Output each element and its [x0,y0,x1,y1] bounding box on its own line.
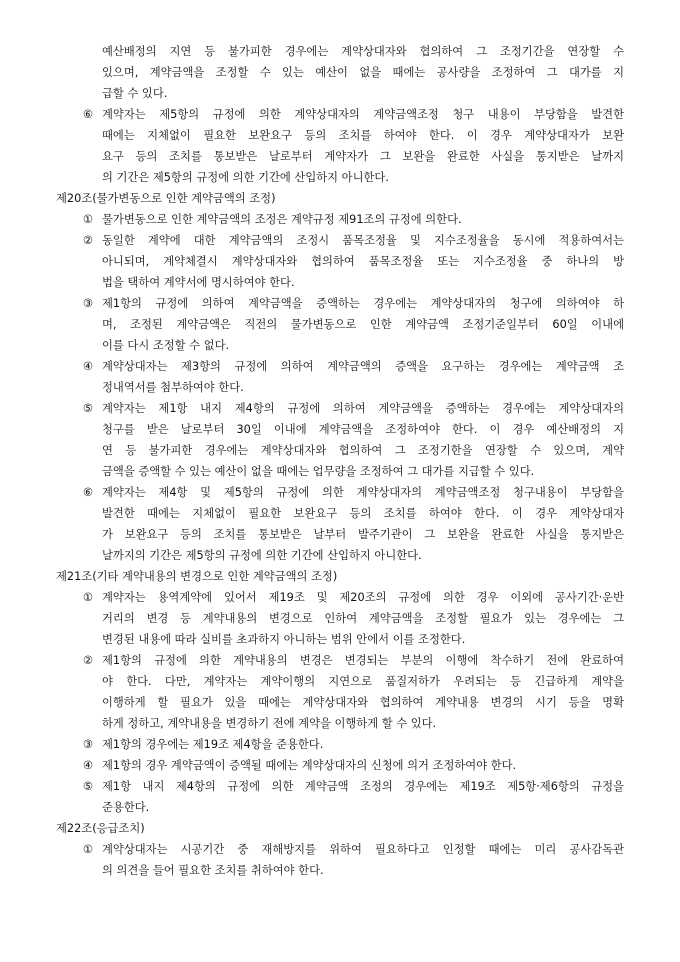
text-line: 금액을 증액할 수 있는 예산이 없을 때에는 업무량을 조정하여 그 대가를 지급할 수 있다. [102,465,535,478]
text-line: 계약자는 제1항 내지 제4항의 규정에 의하여 계약금액을 증액하는 경우에는 계약상대자의 [102,402,624,415]
clause-item [82,482,624,566]
text-line: 제1항의 경우에는 제19조 제4항을 준용한다. [102,738,324,751]
clause-item [82,398,624,482]
text-line: 계약자는 용역계약에 있어서 제19조 및 제20조의 규정에 의한 경우 이외에 공사기간·운반 [102,591,624,604]
continued-paragraph [102,41,624,104]
text-line: 정내역서를 첨부하여야 한다. [102,381,244,394]
text-line: 제1항의 경우 계약금액이 증액될 때에는 계약상대자의 신청에 의거 조정하여야 한다. [102,759,517,772]
text-line: 가 보완요구 등의 조치를 통보받은 날부터 발주기관이 그 보완을 완료한 사실을 통지받은 [102,528,624,541]
text-line: 제1항의 규정에 의하여 계약금액을 증액하는 경우에는 계약상대자의 청구에 의하여야 하 [102,297,624,310]
clause-item [82,230,624,293]
clause-item [82,293,624,356]
clause-number: ③ [82,738,94,751]
clause-item [82,776,624,818]
text-line: 계약자는 제5항의 규정에 의한 계약상대자의 계약금액조정 청구 내용이 부당함을 발견한 [102,108,624,121]
text-line: 제21조(기타 계약내용의 변경으로 인한 계약금액의 조정) [56,570,338,583]
text-line: 제1항 내지 제4항의 규정에 의한 계약금액 조정의 경우에는 제19조 제5항·제6항의 규정을 [102,780,624,793]
clause-item [82,734,624,755]
clause-number: ② [82,654,94,667]
text-line: 이행하게 할 필요가 있을 때에는 계약상대자와 협의하여 계약내용 변경의 시기 등을 명확 [102,696,624,709]
clause-item [82,356,624,398]
clause-number: ② [82,234,94,247]
text-line: 동일한 계약에 대한 계약금액의 조정시 품목조정율 및 지수조정율을 동시에 적용하여서는 [102,234,624,247]
clause-number: ③ [82,297,94,310]
clause-number: ⑥ [82,108,94,121]
text-line: 발견한 때에는 지체없이 필요한 보완요구 등의 조치를 하여야 한다. 이 경우 계약상대자 [102,507,624,520]
text-line: 의 기간은 제5항의 규정에 의한 기간에 산입하지 아니한다. [102,171,389,184]
clause-number: ⑥ [82,486,94,499]
clause-number: ① [82,213,94,226]
text-line: 물가변동으로 인한 계약금액의 조정은 계약규정 제91조의 규정에 의한다. [102,213,462,226]
clause-item [82,104,624,188]
text-line: 연 등 불가피한 경우에는 계약상대자와 협의하여 그 조정기한을 연장할 수 있으며, 계약 [102,444,624,457]
text-line: 계약자는 제4항 및 제5항의 규정에 의한 계약상대자의 계약금액조정 청구내용이 부당함을 [102,486,624,499]
text-line: 제20조(물가변동으로 인한 계약금액의 조정) [56,192,276,205]
clause-number: ④ [82,759,94,772]
text-line: 계약상대자는 시공기간 중 재해방지를 위하여 필요하다고 인정할 때에는 미리 공사감독관 [102,843,624,856]
document-body [0,41,680,881]
clause-item [82,587,624,650]
article-heading [56,188,624,209]
clause-number: ① [82,591,94,604]
text-line: 제1항의 규정에 의한 계약내용의 변경은 변경되는 부분의 이행에 착수하기 전에 완료하여 [102,654,624,667]
clause-number: ① [82,843,94,856]
article-heading [56,818,624,839]
text-line: 며, 조정된 계약금액은 직전의 물가변동으로 인한 계약금액 조정기준일부터 60일 이내에 [102,318,624,331]
text-line: 날까지의 기간은 제5항의 규정에 의한 기간에 산입하지 아니한다. [102,549,422,562]
text-line: 의 의견을 들어 필요한 조치를 취하여야 한다. [102,864,324,877]
text-line: 청구를 받은 날로부터 30일 이내에 계약금액을 조정하여야 한다. 이 경우 예산배정의 지 [102,423,624,436]
text-line: 때에는 지체없이 필요한 보완요구 등의 조치를 하여야 한다. 이 경우 계약상대자가 보완 [102,129,624,142]
clause-number: ⑤ [82,780,94,793]
text-line: 야 한다. 다만, 계약자는 계약이행의 지연으로 품질저하가 우려되는 등 긴급하게 계약을 [102,675,624,688]
text-line: 준용한다. [102,801,150,814]
text-line: 급할 수 있다. [102,87,168,100]
article-heading [56,566,624,587]
text-line: 하게 정하고, 계약내용을 변경하기 전에 계약을 이행하게 할 수 있다. [102,717,437,730]
text-line: 법을 택하여 계약서에 명시하여야 한다. [102,276,295,289]
text-line: 이를 다시 조정할 수 없다. [102,339,230,352]
clause-item [82,650,624,734]
text-line: 아니되며, 계약체결시 계약상대자와 협의하여 품목조정율 또는 지수조정율 중 하나의 방 [102,255,624,268]
text-line: 변경된 내용에 따라 실비를 초과하지 아니하는 범위 안에서 이를 조정한다. [102,633,466,646]
text-line: 예산배정의 지연 등 불가피한 경우에는 계약상대자와 협의하여 그 조정기간을 연장할 수 [102,45,624,58]
text-line: 제22조(응급조치) [56,822,145,835]
text-line: 계약상대자는 제3항의 규정에 의하여 계약금액의 증액을 요구하는 경우에는 계약금액 조 [102,360,624,373]
clause-item [82,755,624,776]
text-line: 있으며, 계약금액을 조정할 수 있는 예산이 없을 때에는 공사량을 조정하여 그 대가를 지 [102,66,624,79]
text-line: 거리의 변경 등 계약내용의 변경으로 인하여 계약금액을 조정할 필요가 있는 경우에는 그 [102,612,624,625]
clause-item [82,209,624,230]
clause-number: ④ [82,360,94,373]
clause-item [82,839,624,881]
clause-number: ⑤ [82,402,94,415]
text-line: 요구 등의 조치를 통보받은 날로부터 계약자가 그 보완을 완료한 사실을 통지받은 날까지 [102,150,624,163]
